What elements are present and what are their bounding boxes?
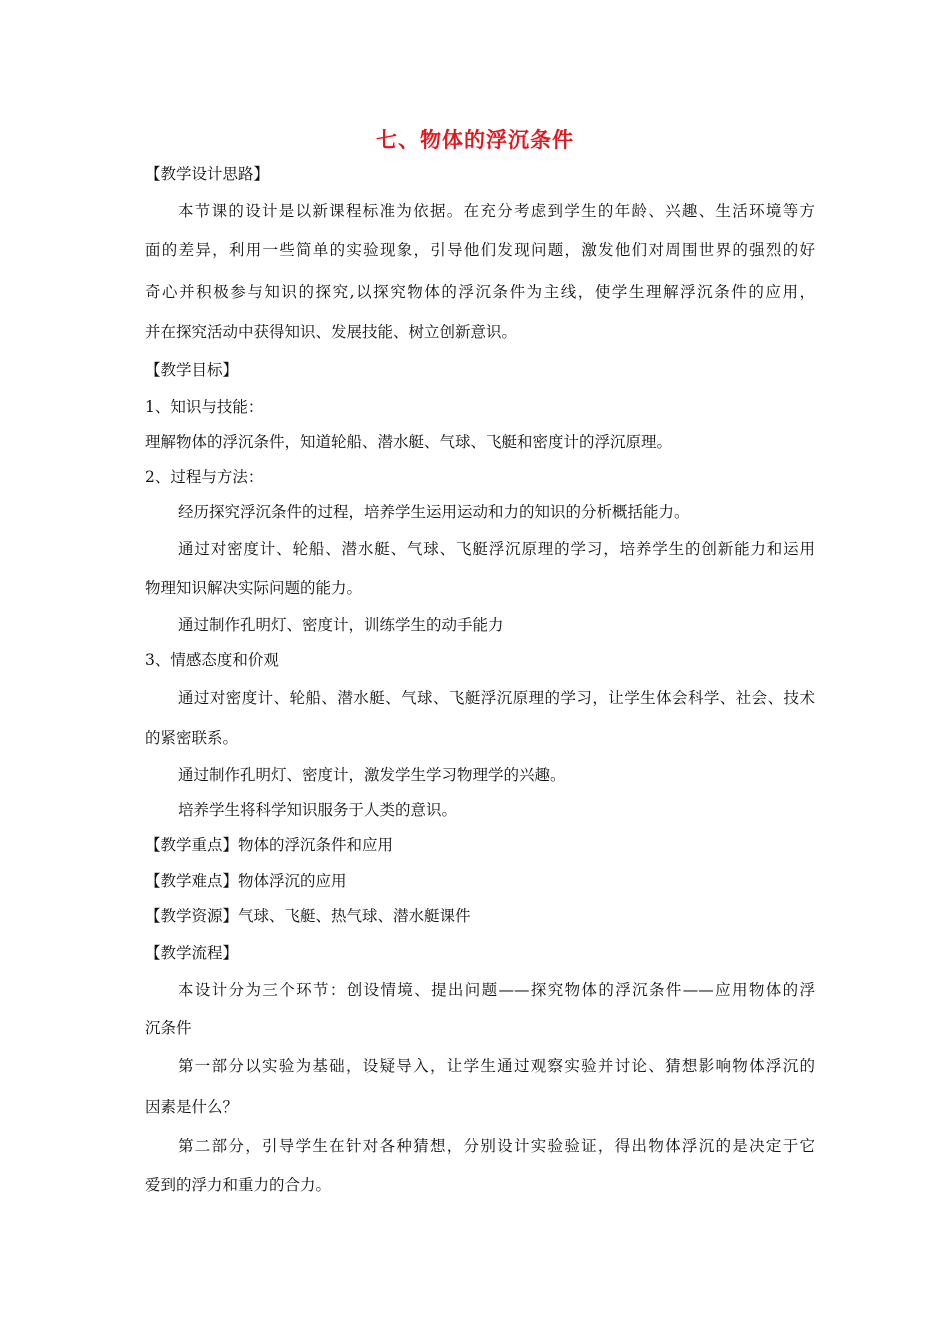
- paragraph-line: 经历探究浮沉条件的过程，培养学生运用运动和力的知识的分析概括能力。: [178, 503, 690, 521]
- paragraph-line: 第二部分，引导学生在针对各种猜想，分别设计实验验证，得出物体浮沉的是决定于它: [178, 1137, 815, 1155]
- section-heading-process: 【教学流程】: [145, 944, 239, 962]
- paragraph-line: 爱到的浮力和重力的合力。: [145, 1176, 332, 1194]
- paragraph-line: 奇心并积极参与知识的探究,以探究物体的浮沉条件为主线，使学生理解浮沉条件的应用，: [145, 283, 815, 301]
- paragraph-line: 的紧密联系。: [145, 729, 239, 747]
- paragraph-line: 通过制作孔明灯、密度计，训练学生的动手能力: [178, 616, 504, 634]
- section-resources: 【教学资源】气球、飞艇、热气球、潜水艇课件: [145, 907, 471, 925]
- subheading-attitudes-values: 3、情感态度和价观: [145, 651, 279, 669]
- subheading-knowledge-skills: 1、知识与技能：: [145, 398, 264, 416]
- section-key-points: 【教学重点】物体的浮沉条件和应用: [145, 836, 394, 854]
- paragraph-line: 第一部分以实验为基础，设疑导入，让学生通过观察实验并讨论、猜想影响物体浮沉的: [178, 1057, 815, 1075]
- document-title: 七、物体的浮沉条件: [376, 127, 574, 152]
- section-difficult-points: 【教学难点】物体浮沉的应用: [145, 872, 347, 890]
- section-heading-objectives: 【教学目标】: [145, 361, 239, 379]
- paragraph-line: 理解物体的浮沉条件，知道轮船、潜水艇、气球、飞艇和密度计的浮沉原理。: [145, 433, 673, 451]
- paragraph-line: 通过对密度计、轮船、潜水艇、气球、飞艇浮沉原理的学习，培养学生的创新能力和运用: [178, 540, 815, 558]
- paragraph-line: 通过制作孔明灯、密度计，激发学生学习物理学的兴趣。: [178, 766, 566, 784]
- paragraph-line: 培养学生将科学知识服务于人类的意识。: [178, 801, 458, 819]
- section-heading-design-idea: 【教学设计思路】: [145, 165, 270, 183]
- paragraph-line: 本设计分为三个环节：创设情境、提出问题——探究物体的浮沉条件——应用物体的浮: [178, 981, 815, 999]
- paragraph-line: 面的差异，利用一些简单的实验现象，引导他们发现问题，激发他们对周围世界的强烈的好: [145, 241, 815, 259]
- paragraph-line: 物理知识解决实际问题的能力。: [145, 579, 363, 597]
- paragraph-line: 沉条件: [145, 1019, 192, 1037]
- paragraph-line: 本节课的设计是以新课程标准为依据。在充分考虑到学生的年龄、兴趣、生活环境等方: [178, 202, 815, 220]
- paragraph-line: 因素是什么？: [145, 1098, 239, 1116]
- subheading-process-methods: 2、过程与方法：: [145, 468, 264, 486]
- paragraph-line: 通过对密度计、轮船、潜水艇、气球、飞艇浮沉原理的学习，让学生体会科学、社会、技术: [178, 689, 815, 707]
- paragraph-line: 并在探究活动中获得知识、发展技能、树立创新意识。: [145, 323, 518, 341]
